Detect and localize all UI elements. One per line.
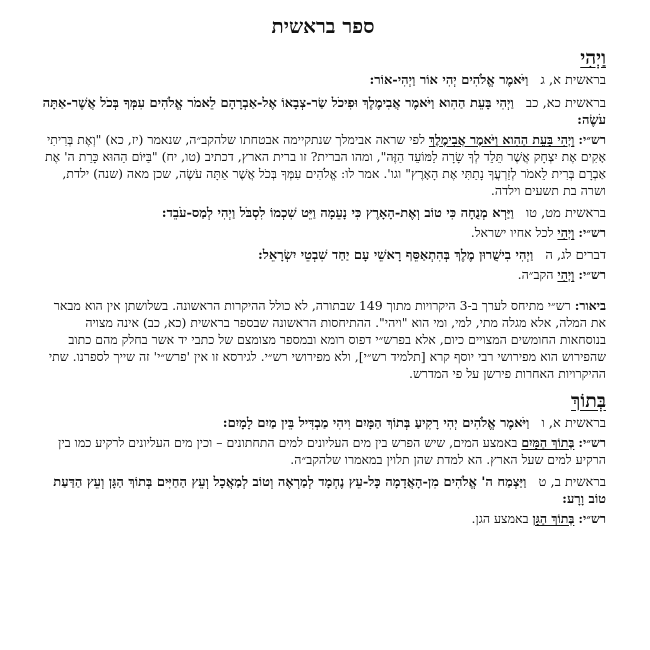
rashi-text: באמצע המים, שיש הפרש בין מים העליונים למים התחתונים – וכין מים העליונים לרקיע כמו בין הרקיע למים שעל הארץ. הא למדת שהן תלוין במאמרו שלהקב״ה. [58, 435, 606, 467]
verse-reference: דברים לג, ה [545, 248, 606, 263]
verse-reference: בראשית ב, ט [538, 475, 606, 490]
rashi-label: רש״י: [578, 267, 606, 282]
verse-text: וַיַּרְא מְנֻחָה כִּי טוֹב וְאֶת-הָאָרֶץ כִּי נָעֵמָה וַיֵּט שִׁכְמוֹ לִסְבֹּל וַיְהִי לְמַס-עֹבֵד: [161, 206, 514, 221]
rashi-commentary [40, 224, 606, 241]
entry [40, 95, 606, 199]
rashi-commentary [40, 434, 606, 468]
verse-text: וַיַּצְמַח ה' אֱלֹהִים מִן-הָאֲדָמָה כָּל-עֵץ נֶחְמָד לְמַרְאֶה וְטוֹב לְמַאֲכָל וְעֵץ הַחַיִּים בְּתוֹךְ הַגָּן וְעֵץ הַדַּעַת טוֹב וָרָע: [53, 475, 606, 507]
rashi-text: הקב״ה. [517, 267, 554, 282]
entry [40, 247, 606, 283]
verse-text: וַיְהִי בִישֻׁרוּן מֶלֶךְ בְּהִתְאַסֵּף רָאשֵׁי עָם יַחַד שִׁבְטֵי יִשְׂרָאֵל: [258, 248, 534, 263]
verse-reference: בראשית א, ו [541, 416, 606, 431]
verse-text: וַיֹּאמֶר אֱלֹהִים יְהִי אוֹר וַיְהִי-אוֹר: [369, 73, 529, 88]
rashi-commentary [40, 510, 606, 527]
rashi-text: באמצע הגן. [471, 511, 529, 526]
entry [40, 72, 606, 89]
explanation-paragraph [40, 297, 606, 382]
rashi-text: לפי שראה אבימלך שנתקיימה אבטחתו שלהקב״ה, שנאמר (יז, כא) "וְאֶת בְּרִיתִי אָקִים אֶת יִצְחָק אֲשֶׁר תֵּלֵד לְךָ שָׂרָה לַמּוֹעֵד הַזֶּה", ומהו הברית? זו ברית הארץ, דכתיב (טו, יח) "בַּיּוֹם הַהוּא כָּרַת ה' אֶת אַבְרָם בְּרִית לֵאמֹר לְזַרְעֲךָ נָתַתִּי אֶת הָאָרֶץ" וגו'. אמר לו: אֱלֹהִים עִמְּךָ בְּכֹל אֲשֶׁר אַתָּה עֹשֶׂה, שכן מאה (שנה) ילדת, ושרה בת תשעים וילדה. [45, 132, 606, 198]
rashi-commentary [40, 131, 606, 199]
entry [40, 205, 606, 241]
rashi-label: רש״י: [578, 132, 606, 147]
rashi-lemma: בְּתוֹךְ הַמָּיִם [521, 435, 575, 450]
rashi-label: רש״י: [578, 225, 606, 240]
rashi-text: לכל אחיו ישראל. [470, 225, 554, 240]
entry [40, 415, 606, 468]
rashi-label: רש״י: [578, 435, 606, 450]
verse-reference: בראשית א, ג [540, 73, 606, 88]
entry [40, 474, 606, 527]
rashi-label: רש״י: [578, 511, 606, 526]
rashi-lemma: וַיְהִי [557, 267, 575, 282]
verse-text: וַיֹּאמֶר אֱלֹהִים יְהִי רָקִיעַ בְּתוֹךְ הַמָּיִם וִיהִי מַבְדִּיל בֵּין מַיִם לָמָיִם: [222, 416, 530, 431]
rashi-lemma: וַיְהִי [557, 225, 575, 240]
explanation-text: רש״י מתיחס לערך ב-3 היקרויות מתוך 149 שבתורה, לא כולל ההיקרות הראשונה. בשלושתן אין הוא מבאר את המלה, אלא מגלה מתי, למי, ומי הוא "ויהי". ההתיחסות הראשונה שבספר בראשית (כא, כב) אינה מצויה בנוסחאות החומשים המצויים כיום, אלא בפרש״י דפוס רומא ובמספר מצומצם של כתבי יד אשר בחלק מהם כתוב שהפירוש הוא מפירושי רבי יוסף קרא [תלמיד רש״י], ולא מפירושי רש״י. לגירסא זו אין 'פרש״י' זה שייך לספרנו. שתי ההיקרויות האחרות פירשן על פי המדרש. [48, 298, 606, 381]
explanation-label: ביאור: [574, 298, 606, 313]
rashi-commentary [40, 266, 606, 283]
verse-text: וַיְהִי בָּעֵת הַהִוא וַיֹּאמֶר אֲבִימֶלֶךְ וּפִיכֹל שַׂר-צְבָאוֹ אֶל-אַבְרָהָם לֵאמֹר אֱלֹהִים עִמְּךָ בְּכֹל אֲשֶׁר-אַתָּה עֹשֶׂה: [42, 96, 606, 128]
page-title: ספר בראשית [271, 14, 375, 38]
rashi-lemma: וַיְהִי בָּעֵת הַהִוא וַיֹּאמֶר אֲבִימֶלֶךְ [428, 132, 575, 147]
verse-reference: בראשית מט, טו [525, 206, 606, 221]
section-heading: וַיְהִי [580, 47, 606, 69]
rashi-lemma: בְּתוֹךְ הַגָּן [532, 511, 575, 526]
verse-reference: בראשית כא, כב [525, 96, 606, 111]
section-heading: בְּתוֹךְ [571, 390, 606, 412]
